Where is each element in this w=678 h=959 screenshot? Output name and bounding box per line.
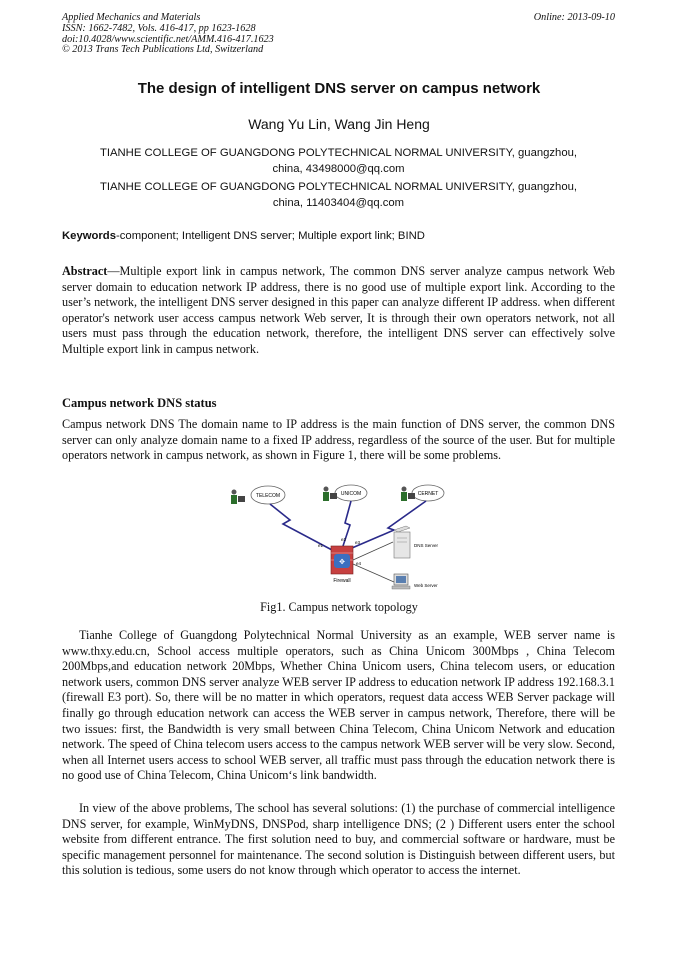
keywords-text: -component; Intelligent DNS server; Multiple export link; BIND: [116, 230, 425, 242]
firewall: [331, 546, 353, 584]
link-cernet: [352, 501, 426, 548]
paragraph-1: Campus network DNS The domain name to IP address is the main function of DNS server, the common DNS server can only analyze domain name to a fixed IP address, regardless of the source of the user. But for multiple operators network in campus network, as shown in Figure 1, there will be some problems.: [62, 417, 615, 463]
paragraph-2: Tianhe College of Guangdong Polytechnical Normal University as an example, WEB server name is www.thxy.edu.cn, School access multiple operators, such as China Unicom 300Mbps , China Telecom 200Mbps,and education network 20Mbps, Whether China Unicom users, China telecom users, or education network users, common DNS server analyze WEB server IP address to education network IP address 192.168.3.1 (firewall E3 port). So, there will be no matter in which operators, request data access WEB Server package will finally go through education network can access the WEB server in campus network, Therefore, there will be two issues: first, the Bandwidth is very small between China Telecom, China Unicom Network and education network. The speed of China telecom users access to the campus network WEB server will be very slow. Second, when all Internet users access to school WEB server, all traffic must pass through the education network there is no good use of China Telecom, China Unicom‘s link bandwidth.: [62, 628, 615, 783]
web-server: [392, 574, 438, 589]
port-label: e4: [356, 561, 362, 566]
abstract-text: —Multiple export link in campus network, The common DNS server analyze campus network Web server domain to education network IP address, there is no good use of multiple export link. According to the user’s network, the intelligent DNS server designed in this paper can analyze different IP address. when different operator's network user access campus network Web server, It is through their own operators network, not all users must pass through the education network, therefore, the intelligent DNS server can effectively solve Multiple export link in campus network.: [62, 264, 615, 356]
port-label: e1: [318, 543, 324, 548]
copyright: © 2013 Trans Tech Publications Ltd, Switzerland: [62, 44, 264, 56]
router-arrows: ✥: [339, 559, 345, 566]
affiliation-2: [62, 180, 615, 211]
dns-label: DNS Server: [414, 543, 439, 548]
keywords: [62, 230, 615, 242]
network-topology-figure: [228, 478, 460, 600]
figure-caption: Fig1. Campus network topology: [260, 600, 418, 614]
firewall-label: Firewall: [333, 578, 351, 584]
page-header: [62, 13, 615, 56]
web-label: Web Server: [414, 583, 438, 588]
issn: ISSN: 1662-7482, Vols. 416-417, pp 1623-1628: [62, 22, 256, 34]
abstract-label: Abstract: [62, 264, 108, 278]
affiliation-line: TIANHE COLLEGE OF GUANGDONG POLYTECHNICAL NORMAL UNIVERSITY, guangzhou,: [99, 147, 578, 159]
port-label: e3: [355, 540, 361, 545]
affiliation-line: china, 43498000@qq.com: [272, 162, 405, 175]
cloud-label: UNICOM: [340, 491, 362, 497]
link-web: [353, 564, 394, 582]
cloud-label: TELECOM: [255, 493, 281, 499]
online-date: Online: 2013-09-10: [533, 12, 615, 23]
user-icon: [232, 490, 237, 495]
user-icon: [402, 487, 407, 492]
dns-server: [394, 526, 439, 558]
paper-title: The design of intelligent DNS server on campus network: [137, 80, 541, 97]
affiliation-line: TIANHE COLLEGE OF GUANGDONG POLYTECHNICAL NORMAL UNIVERSITY, guangzhou,: [99, 181, 578, 193]
keywords-label: Keywords: [62, 230, 116, 242]
authors: Wang Yu Lin, Wang Jin Heng: [248, 116, 430, 132]
cloud-unicom: [323, 485, 367, 501]
affiliation-line: china, 11403404@qq.com: [272, 196, 405, 209]
port-label: e2: [341, 537, 347, 542]
section-heading: Campus network DNS status: [62, 396, 217, 410]
journal-name: Applied Mechanics and Materials: [62, 12, 201, 23]
cloud-cernet: [401, 485, 444, 501]
user-icon: [324, 487, 329, 492]
abstract: [62, 264, 615, 358]
paragraph-3: In view of the above problems, The school has several solutions: (1) the purchase of commercial intelligence DNS server, for example, WinMyDNS, DNSPod, sharp intelligence DNS; (2 ) Different users enter the school website from different entrance. The first solution need to buy, and commercial software or hardware, must be specific management personnel for maintenance. The second solution is Distinguish between different users, but this solution is tedious, some users do not know through which operator to access the internet.: [62, 801, 615, 878]
affiliation-1: [62, 146, 615, 177]
cloud-telecom: [231, 486, 285, 504]
cloud-label: CERNET: [417, 491, 439, 497]
doi: doi:10.4028/www.scientific.net/AMM.416-417.1623: [62, 33, 274, 45]
